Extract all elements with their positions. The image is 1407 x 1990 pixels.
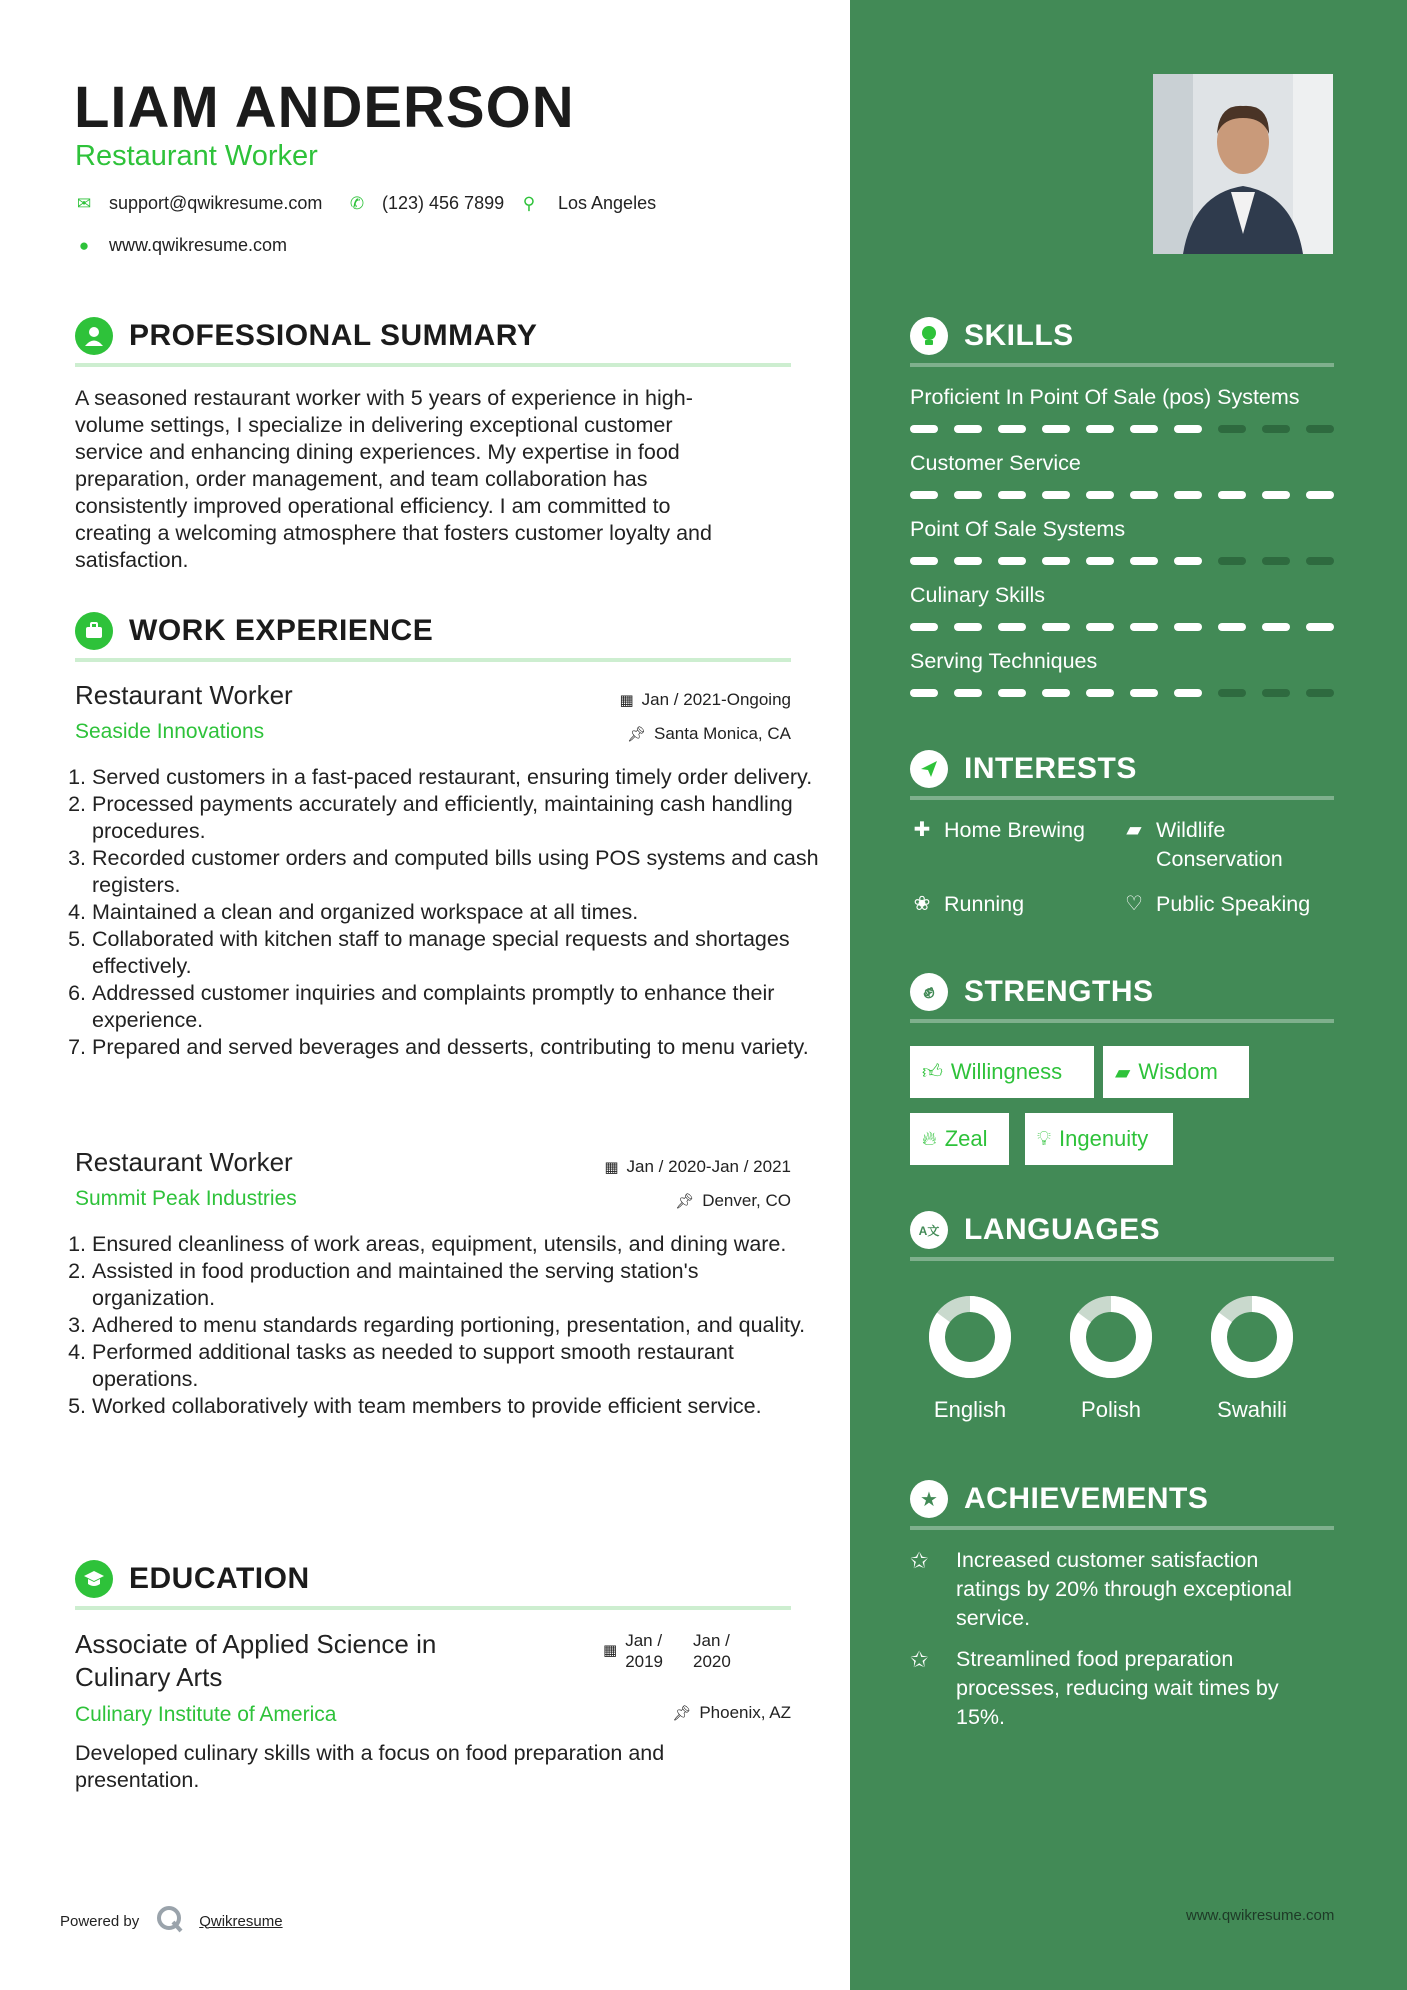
skill-dash	[1262, 425, 1290, 433]
language-label: English	[933, 1397, 1007, 1422]
list-item: 7. Prepared and served beverages and desserts, contributing to menu variety.	[92, 1034, 832, 1061]
paper-plane-icon	[910, 750, 948, 788]
skill-dash	[910, 689, 938, 697]
interests-heading	[910, 750, 1137, 788]
skill-dash	[954, 491, 982, 499]
achievement-item: ✩ Increased customer satisfaction ratings by 20% through exceptional service.	[910, 1548, 1292, 1630]
phone-icon: ✆	[349, 193, 365, 213]
education-title: EDUCATION	[129, 1562, 310, 1595]
language-label: Polish	[1081, 1397, 1141, 1422]
skill-dash	[1174, 425, 1202, 433]
achievements-heading	[910, 1480, 1208, 1518]
education-location: 📌︎ Phoenix, AZ	[672, 1703, 791, 1722]
book-icon: ▰	[1115, 1061, 1131, 1084]
strength-tag: 🔥︎ Zeal	[910, 1113, 1009, 1165]
skill-dash	[1130, 557, 1158, 565]
skill-dash	[1218, 623, 1246, 631]
education-divider	[75, 1606, 791, 1610]
skill-dash	[1174, 557, 1202, 565]
strengths-heading	[910, 973, 1154, 1011]
skill-dash	[1306, 491, 1334, 499]
footer-url[interactable]: www.qwikresume.com	[1186, 1907, 1335, 1924]
skill-name: Customer Service	[910, 451, 1081, 475]
job-2-dates: ▦ Jan / 2020-Jan / 2021	[604, 1157, 791, 1176]
graduate-icon	[75, 1560, 113, 1598]
skill-dash	[1086, 557, 1114, 565]
skill-dash	[910, 425, 938, 433]
skill-dash	[1306, 623, 1334, 631]
skill-dash	[1130, 425, 1158, 433]
candidate-title: Restaurant Worker	[75, 140, 318, 172]
briefcase-icon	[75, 612, 113, 650]
contact-email[interactable]	[75, 193, 322, 214]
interest-item: ▰ Wildlife Conservation	[1120, 816, 1283, 874]
contact-phone[interactable]	[348, 193, 504, 214]
languages-divider	[910, 1257, 1334, 1261]
calendar-icon: ▦	[603, 1642, 618, 1659]
skill-bar	[910, 623, 1350, 631]
strength-tag: 💡︎ Ingenuity	[1025, 1113, 1173, 1165]
list-item: 2. Assisted in food production and maintained the serving station's organization.	[92, 1258, 822, 1312]
school-name: Culinary Institute of America	[75, 1703, 337, 1726]
skill-dash	[1130, 623, 1158, 631]
skill-dash	[1174, 623, 1202, 631]
education-heading	[75, 1560, 310, 1598]
experience-divider	[75, 658, 791, 662]
pin-icon: 📌︎	[675, 1193, 695, 1210]
job-1-bullets	[70, 764, 832, 1061]
star-hand-icon: ✩	[910, 1548, 929, 1573]
phone-text: (123) 456 7899	[382, 193, 505, 213]
job-1-title: Restaurant Worker	[75, 680, 293, 710]
thumbs-up-icon: 👍︎	[922, 1061, 943, 1083]
summary-heading	[75, 317, 537, 355]
skill-bar	[910, 491, 1350, 499]
skill-dash	[998, 689, 1026, 697]
calendar-icon: ▦	[604, 1159, 619, 1176]
skill-dash	[1306, 557, 1334, 565]
qwikresume-link[interactable]: Qwikresume	[199, 1912, 283, 1930]
skill-dash	[1218, 491, 1246, 499]
list-item: 5. Collaborated with kitchen staff to manage special requests and shortages effectively.	[92, 926, 832, 980]
skill-name: Point Of Sale Systems	[910, 517, 1126, 541]
job-2-bullets	[70, 1231, 822, 1420]
summary-divider	[75, 363, 791, 367]
user-icon	[75, 317, 113, 355]
skill-dash	[954, 425, 982, 433]
strengths-title: STRENGTHS	[964, 975, 1154, 1008]
job-1-dates: ▦ Jan / 2021-Ongoing	[619, 690, 791, 709]
summary-text: A seasoned restaurant worker with 5 years of experience in high- volume settings, I specialize in delivering exceptional customer service and enhancing dining experiences. My expertise in food preparation, order management, and team collaboration has consistently improved operational efficiency. I am committed to creating a welcoming atmosphere that fosters customer loyalty and satisfaction.	[75, 386, 712, 572]
pin-icon: 📌︎	[672, 1705, 692, 1722]
skills-heading	[910, 317, 1074, 355]
skill-dash	[998, 491, 1026, 499]
languages-heading	[910, 1211, 1160, 1249]
skill-name: Serving Techniques	[910, 649, 1098, 673]
skill-dash	[1042, 491, 1070, 499]
experience-title: WORK EXPERIENCE	[129, 614, 434, 647]
skill-dash	[1218, 557, 1246, 565]
skill-bar	[910, 557, 1350, 565]
lightbulb-icon	[910, 317, 948, 355]
degree-title: Associate of Applied Science in Culinary Arts	[75, 1629, 437, 1692]
achievement-item: ✩ Streamlined food preparation processes, reducing wait times by 15%.	[910, 1647, 1279, 1729]
language-icon: A文	[910, 1211, 948, 1249]
list-item: 2. Processed payments accurately and efficiently, maintaining cash handling procedures.	[92, 791, 832, 845]
job-2-title: Restaurant Worker	[75, 1147, 293, 1177]
skill-dash	[910, 491, 938, 499]
skill-dash	[1042, 623, 1070, 631]
interest-item: ♡ Public Speaking	[1120, 890, 1310, 919]
skill-bar	[910, 689, 1350, 697]
skill-dash	[910, 623, 938, 631]
skill-dash	[1086, 689, 1114, 697]
list-item: 1. Served customers in a fast-paced restaurant, ensuring timely order delivery.	[92, 764, 832, 791]
list-item: 4. Maintained a clean and organized workspace at all times.	[92, 899, 832, 926]
list-item: 3. Recorded customer orders and computed bills using POS systems and cash registers.	[92, 845, 832, 899]
list-item: 5. Worked collaboratively with team members to provide efficient service.	[92, 1393, 822, 1420]
skill-dash	[1042, 425, 1070, 433]
strength-tag: 👍︎ Willingness	[910, 1046, 1094, 1098]
skill-dash	[1262, 491, 1290, 499]
interest-item: ✚ Home Brewing	[908, 816, 1085, 845]
skill-name: Proficient In Point Of Sale (pos) Systems	[910, 385, 1300, 409]
interests-divider	[910, 796, 1334, 800]
list-item: 3. Adhered to menu standards regarding portioning, presentation, and quality.	[92, 1312, 822, 1339]
strengths-divider	[910, 1019, 1334, 1023]
job-2-location: 📌︎ Denver, CO	[675, 1191, 791, 1210]
location-text: Los Angeles	[558, 193, 657, 213]
skills-title: SKILLS	[964, 319, 1074, 352]
skill-dash	[1262, 557, 1290, 565]
skill-dash	[1262, 623, 1290, 631]
candidate-name: LIAM ANDERSON	[74, 75, 575, 140]
email-text: support@qwikresume.com	[109, 193, 323, 213]
heartbeat-icon: ♡	[1125, 893, 1143, 915]
calendar-icon: ▦	[619, 692, 634, 709]
contact-location	[520, 193, 656, 214]
skill-bar	[910, 425, 1350, 433]
languages-title: LANGUAGES	[964, 1213, 1161, 1246]
powered-by: Powered by Qwikresume	[60, 1904, 283, 1938]
language-rings	[910, 1285, 1334, 1405]
skill-dash	[1174, 689, 1202, 697]
education-dates: ▦ Jan / 2019 Jan / 2020	[603, 1631, 731, 1671]
skill-dash	[910, 557, 938, 565]
skill-dash	[1218, 689, 1246, 697]
star-hand-icon: ★	[910, 1480, 948, 1518]
skill-dash	[1306, 425, 1334, 433]
list-item: 1. Ensured cleanliness of work areas, equipment, utensils, and dining ware.	[92, 1231, 822, 1258]
book-icon: ▰	[1126, 819, 1142, 841]
fist-icon: ✊︎	[910, 973, 948, 1011]
paw-icon: ❀	[913, 893, 931, 915]
pin-icon: 📌︎	[626, 726, 646, 743]
achievements-title: ACHIEVEMENTS	[964, 1482, 1209, 1515]
skill-dash	[998, 425, 1026, 433]
skill-dash	[954, 623, 982, 631]
qwikresume-logo-icon	[155, 1904, 185, 1938]
skill-dash	[998, 623, 1026, 631]
achievements-divider	[910, 1526, 1334, 1530]
skill-dash	[1042, 557, 1070, 565]
job-1-location: 📌︎ Santa Monica, CA	[626, 724, 791, 743]
skills-divider	[910, 363, 1334, 367]
profile-photo	[1153, 74, 1333, 254]
experience-heading	[75, 612, 433, 650]
skill-dash	[1086, 623, 1114, 631]
star-hand-icon: ✩	[910, 1647, 929, 1672]
fire-icon: 🔥︎	[922, 1127, 937, 1150]
skill-dash	[998, 557, 1026, 565]
skill-name: Culinary Skills	[910, 583, 1046, 607]
puzzle-icon: ✚	[913, 819, 931, 841]
skill-dash	[1130, 491, 1158, 499]
interest-item: ❀ Running	[908, 890, 1024, 919]
lightbulb-icon: 💡︎	[1037, 1127, 1051, 1150]
strength-tag: ▰ Wisdom	[1103, 1046, 1249, 1098]
skill-dash	[1306, 689, 1334, 697]
skill-dash	[954, 689, 982, 697]
language-label: Swahili	[1217, 1397, 1287, 1422]
skill-dash	[954, 557, 982, 565]
skill-dash	[1042, 689, 1070, 697]
education-description: Developed culinary skills with a focus on food preparation and presentation.	[75, 1741, 665, 1792]
skill-dash	[1218, 425, 1246, 433]
summary-title: PROFESSIONAL SUMMARY	[129, 319, 538, 352]
job-1-company: Seaside Innovations	[75, 720, 265, 743]
skill-dash	[1174, 491, 1202, 499]
skill-dash	[1262, 689, 1290, 697]
skill-dash	[1130, 689, 1158, 697]
skill-dash	[1086, 425, 1114, 433]
website-text: www.qwikresume.com	[109, 235, 288, 255]
contact-website[interactable]	[75, 235, 287, 256]
job-2-company: Summit Peak Industries	[75, 1187, 297, 1210]
list-item: 4. Performed additional tasks as needed to support smooth restaurant operations.	[92, 1339, 822, 1393]
skill-dash	[1086, 491, 1114, 499]
globe-icon: ●	[78, 235, 90, 255]
map-pin-icon: ⚲	[522, 193, 536, 213]
envelope-icon: ✉	[76, 193, 92, 213]
interests-title: INTERESTS	[964, 752, 1137, 785]
list-item: 6. Addressed customer inquiries and complaints promptly to enhance their experience.	[92, 980, 832, 1034]
